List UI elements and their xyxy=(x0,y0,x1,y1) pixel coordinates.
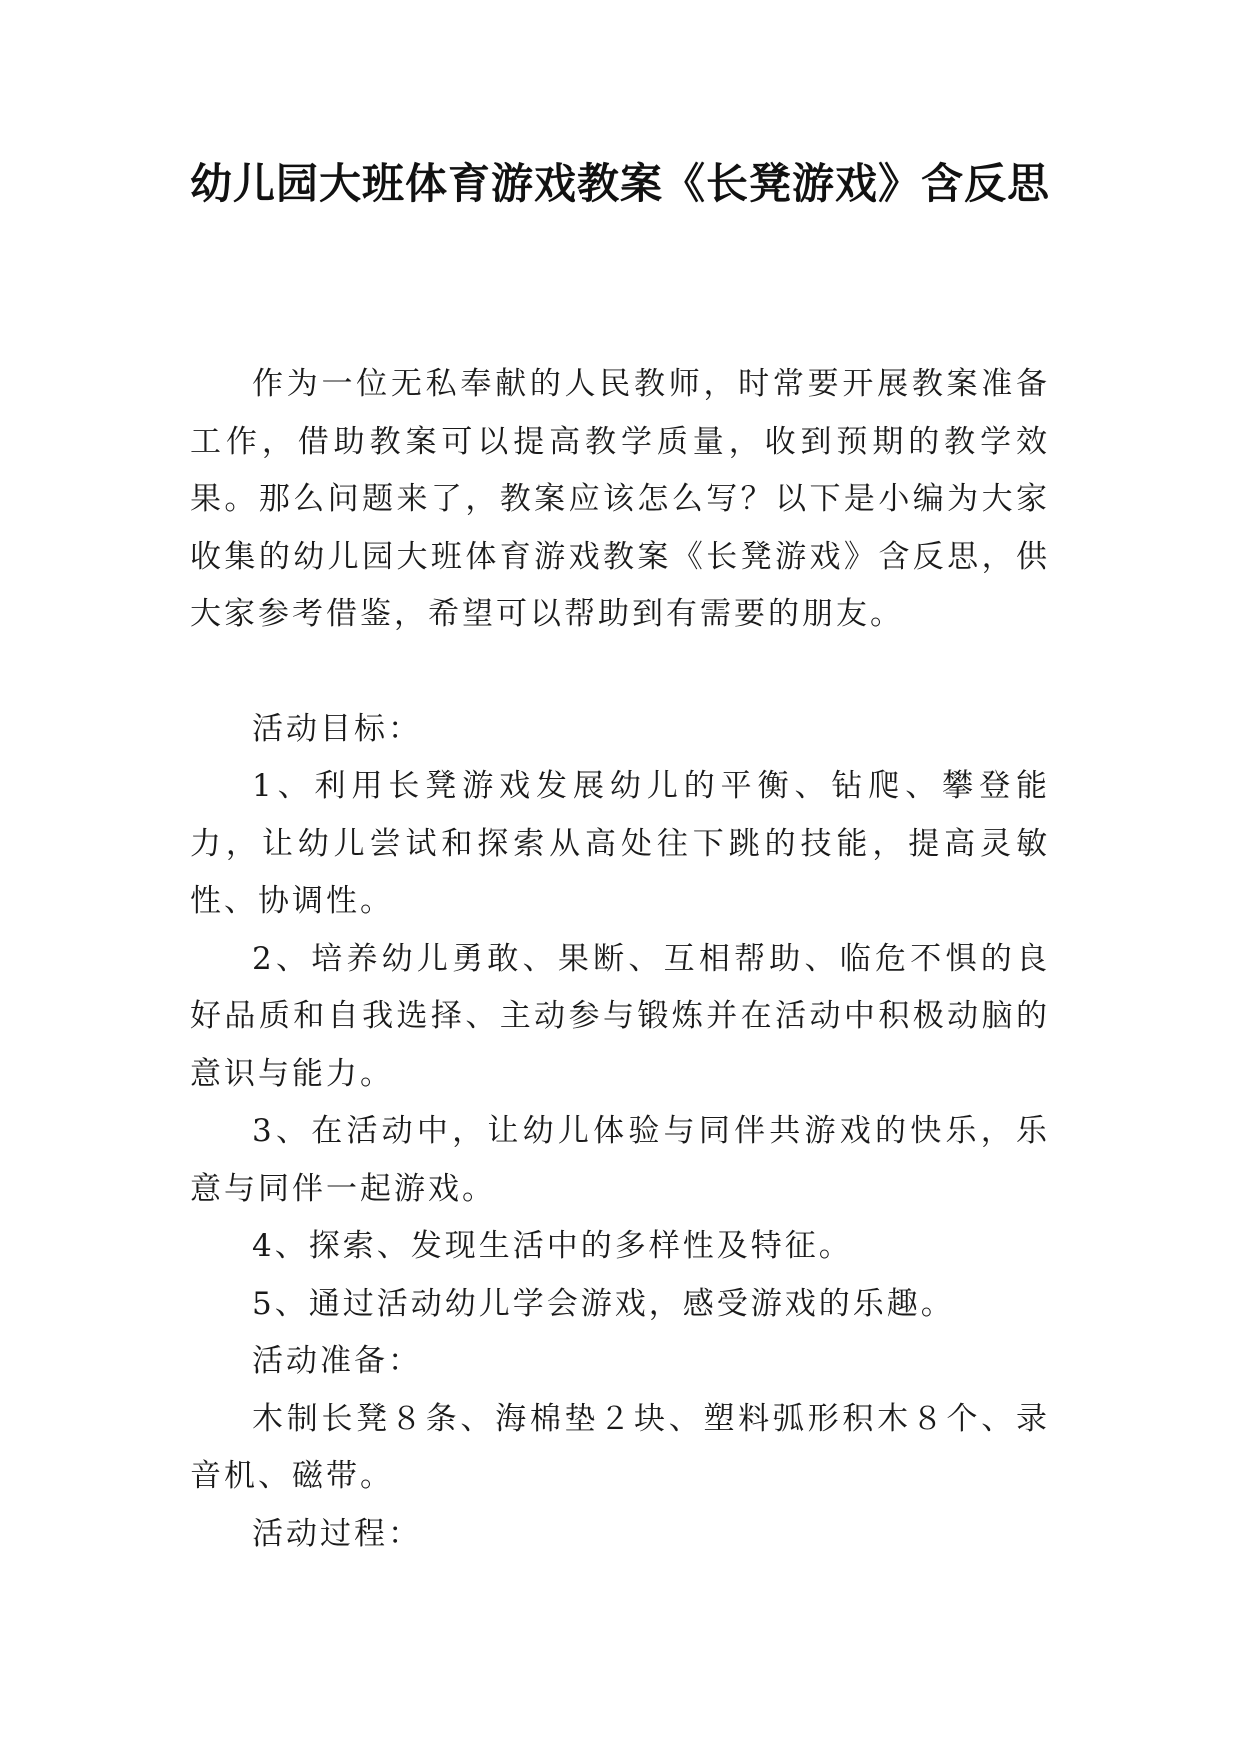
goal-item-4: 4、探索、发现生活中的多样性及特征。 xyxy=(252,1228,853,1264)
goal-item-2: 2、培养幼儿勇敢、果断、互相帮助、临危不惧的良好品质和自我选择、主动参与锻炼并在活动中积极动脑的意识与能力。 xyxy=(190,940,1050,1092)
goal-item-5: 5、通过活动幼儿学会游戏，感受游戏的乐趣。 xyxy=(252,1285,955,1322)
prep-heading: 活动准备： xyxy=(252,1343,422,1379)
document-body xyxy=(190,356,1050,1563)
process-heading: 活动过程： xyxy=(252,1515,422,1552)
goal-item-3: 3、在活动中，让幼儿体验与同伴共游戏的快乐，乐意与同伴一起游戏。 xyxy=(190,1113,1050,1207)
intro-paragraph: 作为一位无私奉献的人民教师，时常要开展教案准备工作，借助教案可以提高教学质量，收到预期的教学效果。那么问题来了，教案应该怎么写？以下是小编为大家收集的幼儿园大班体育游戏教案《长凳游戏》含反思，供大家参考借鉴，希望可以帮助到有需要的朋友。 xyxy=(190,366,1050,632)
document-title: 幼儿园大班体育游戏教案《长凳游戏》含反思 xyxy=(189,159,1050,208)
goal-item-1: 1、利用长凳游戏发展幼儿的平衡、钻爬、攀登能力，让幼儿尝试和探索从高处往下跳的技能，提高灵敏性、协调性。 xyxy=(190,768,1050,919)
goals-heading: 活动目标： xyxy=(252,710,422,747)
prep-paragraph: 木制长凳８条、海棉垫２块、塑料弧形积木８个、录音机、磁带。 xyxy=(190,1400,1050,1494)
